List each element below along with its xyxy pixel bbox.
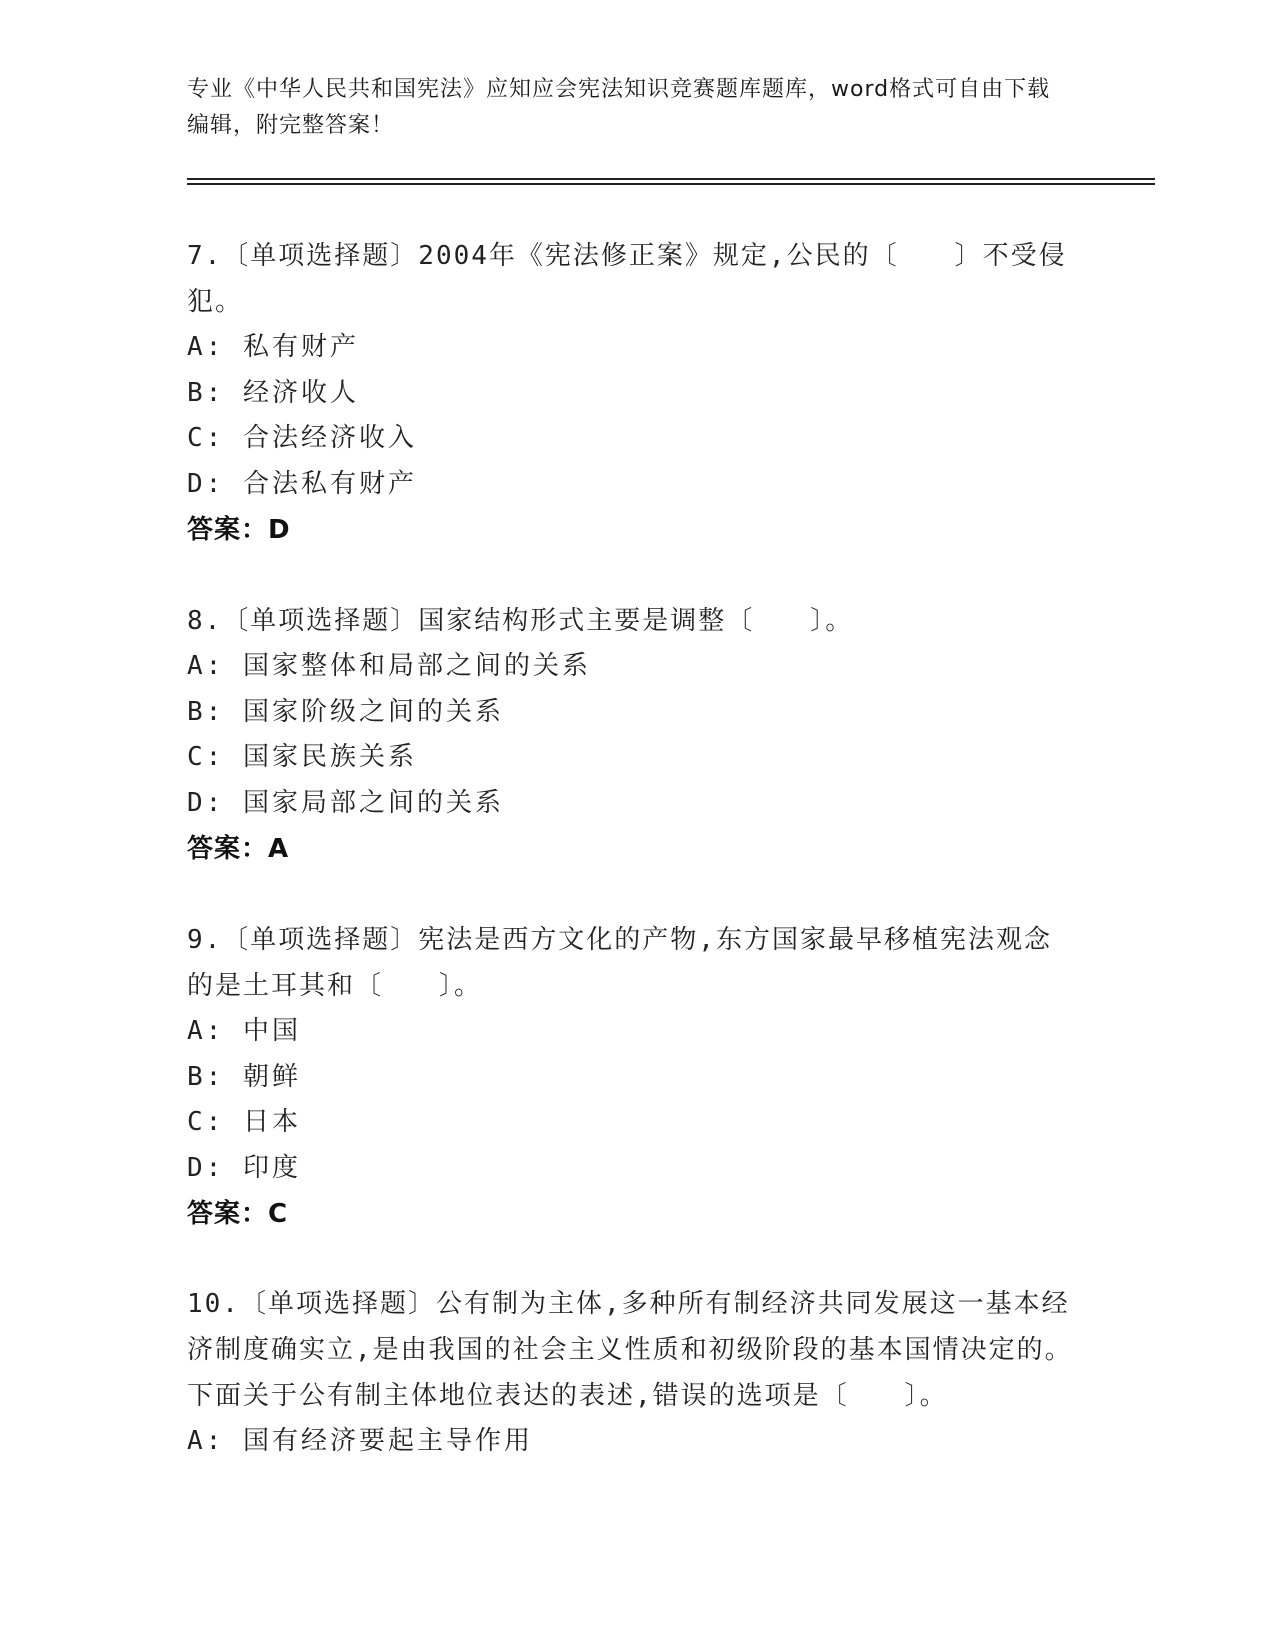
option-d: D: 国家局部之间的关系 — [187, 787, 504, 818]
option-c: C: 日本 — [187, 1107, 301, 1137]
header-divider-bottom — [187, 183, 1155, 185]
option-b: B: 国家阶级之间的关系 — [187, 696, 504, 727]
option-b: B: 经济收人 — [187, 377, 359, 408]
option-d: D: 合法私有财产 — [187, 468, 417, 499]
answer: 答案：C — [187, 1199, 289, 1229]
option-a: A: 国有经济要起主导作用 — [187, 1426, 533, 1456]
header-divider-top — [187, 178, 1155, 180]
document-intro: 专业《中华人民共和国宪法》应知应会宪法知识竞赛题库题库，word格式可自由下载编辑，附完整答案！ — [187, 77, 1051, 138]
option-a: A: 国家整体和局部之间的关系 — [187, 651, 591, 681]
question-text: 7.〔单项选择题〕2004年《宪法修正案》规定,公民的〔 〕不受侵犯。 — [187, 241, 1067, 317]
question-8 — [187, 598, 1077, 872]
question-7 — [187, 233, 1077, 553]
question-text: 10.〔单项选择题〕公有制为主体,多种所有制经济共同发展这一基本经济制度确实立,是由我国的社会主义性质和初级阶段的基本国情决定的。下面关于公有制主体地位表达的表述,错误的选项是〔 〕。 — [187, 1289, 1073, 1411]
option-c: C: 国家民族关系 — [187, 742, 417, 772]
answer: 答案：A — [187, 834, 290, 864]
option-a: A: 中国 — [187, 1016, 301, 1046]
question-9 — [187, 917, 1077, 1237]
option-b: B: 朝鲜 — [187, 1061, 301, 1092]
answer: 答案：D — [187, 515, 291, 545]
option-d: D: 印度 — [187, 1152, 301, 1183]
question-text: 9.〔单项选择题〕宪法是西方文化的产物,东方国家最早移植宪法观念的是土耳其和〔 〕。 — [187, 925, 1052, 1001]
question-text: 8.〔单项选择题〕国家结构形式主要是调整〔 〕。 — [187, 606, 854, 636]
option-c: C: 合法经济收入 — [187, 423, 417, 453]
question-10 — [187, 1281, 1077, 1465]
option-a: A: 私有财产 — [187, 332, 359, 362]
